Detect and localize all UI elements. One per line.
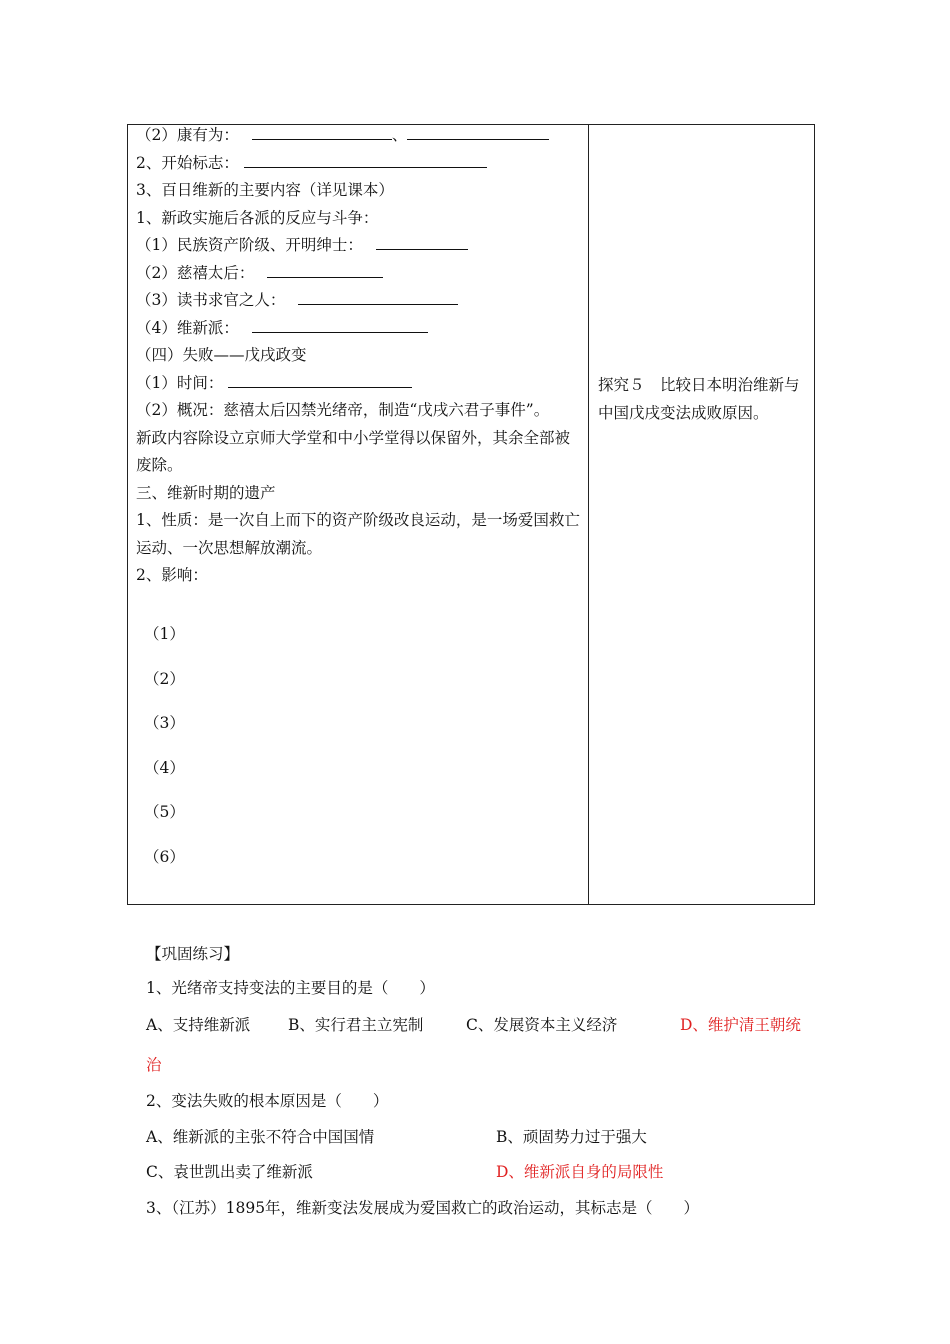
reaction-4-line: [136, 315, 584, 343]
impact-item-2: （2）: [144, 670, 185, 688]
kang-label: （2）康有为：: [136, 126, 239, 144]
table-left-column: [136, 122, 584, 590]
q2-option-c[interactable]: C、袁世凯出卖了维新派: [146, 1163, 313, 1181]
kang-line: [136, 122, 584, 150]
reaction-4-label: （4）维新派：: [136, 318, 239, 337]
reaction-4-blank[interactable]: [252, 317, 428, 333]
explore-5-text: 探究５ 比较日本明治维新与中国戊戌变法成败原因。: [598, 376, 800, 422]
q1-option-a[interactable]: A、支持维新派: [146, 1016, 251, 1034]
q1-option-b[interactable]: B、实行君主立宪制: [288, 1016, 424, 1034]
q2-option-b[interactable]: B、顽固势力过于强大: [496, 1128, 647, 1146]
impact-item-3: （3）: [144, 714, 185, 732]
reaction-1-line: [136, 232, 584, 260]
reaction-2-blank[interactable]: [267, 262, 383, 278]
reaction-3-line: [136, 287, 584, 315]
start-label: 2、开始标志：: [136, 153, 239, 172]
kang-blank-1[interactable]: [252, 124, 392, 140]
question-3: 3、（江苏）1895年，维新变法发展成为爱国救亡的政治运动，其标志是（ ）: [146, 1199, 700, 1217]
q2-option-d-answer[interactable]: D、维新派自身的局限性: [496, 1163, 664, 1181]
q1-option-d-answer[interactable]: D、维护清王朝统: [680, 1016, 801, 1034]
q1-option-c[interactable]: C、发展资本主义经济: [466, 1016, 618, 1034]
legacy-heading: 三、维新时期的遗产: [136, 483, 276, 502]
reaction-1-blank[interactable]: [376, 234, 468, 250]
impact-item-6: （6）: [144, 848, 185, 866]
reaction-3-label: （3）读书求官之人：: [136, 291, 286, 309]
time-line: [136, 370, 584, 398]
q1-option-d-continuation: 治: [146, 1056, 162, 1074]
table-column-divider: [588, 124, 589, 905]
kang-separator: 、: [391, 126, 408, 144]
impact-item-4: （4）: [144, 759, 185, 777]
nature-text: 1、性质：是一次自上而下的资产阶级改良运动，是一场爱国救亡运动、一次思想解放潮流。: [136, 511, 580, 557]
time-label: （1）时间：: [136, 373, 224, 392]
question-1: 1、光绪帝支持变法的主要目的是（ ）: [146, 979, 435, 997]
fail-heading: （四）失败——戊戌政变: [136, 346, 307, 364]
time-blank[interactable]: [228, 372, 412, 388]
impact-item-5: （5）: [144, 803, 185, 821]
start-blank[interactable]: [244, 152, 487, 168]
content-heading: 3、百日维新的主要内容（详见课本）: [136, 181, 394, 199]
impact-item-1: （1）: [144, 625, 185, 643]
kang-blank-2[interactable]: [407, 124, 549, 140]
impact-heading: 2、影响：: [136, 566, 208, 584]
reaction-1-label: （1）民族资产阶级、开明绅士：: [136, 236, 363, 254]
reaction-3-blank[interactable]: [298, 289, 458, 305]
reaction-2-line: [136, 260, 584, 288]
overview-text: （2）概况：慈禧太后囚禁光绪帝，制造“戊戌六君子事件”。: [136, 401, 550, 419]
new-policy-text: 新政内容除设立京师大学堂和中小学堂得以保留外，其余全部被废除。: [136, 428, 571, 474]
exercise-title: 【巩固练习】: [146, 945, 240, 963]
q2-option-a[interactable]: A、维新派的主张不符合中国国情: [146, 1128, 375, 1146]
reaction-heading: 1、新政实施后各派的反应与斗争：: [136, 208, 379, 227]
start-line: [136, 150, 584, 178]
reaction-2-label: （2）慈禧太后：: [136, 263, 255, 282]
question-2: 2、变法失败的根本原因是（ ）: [146, 1092, 389, 1110]
